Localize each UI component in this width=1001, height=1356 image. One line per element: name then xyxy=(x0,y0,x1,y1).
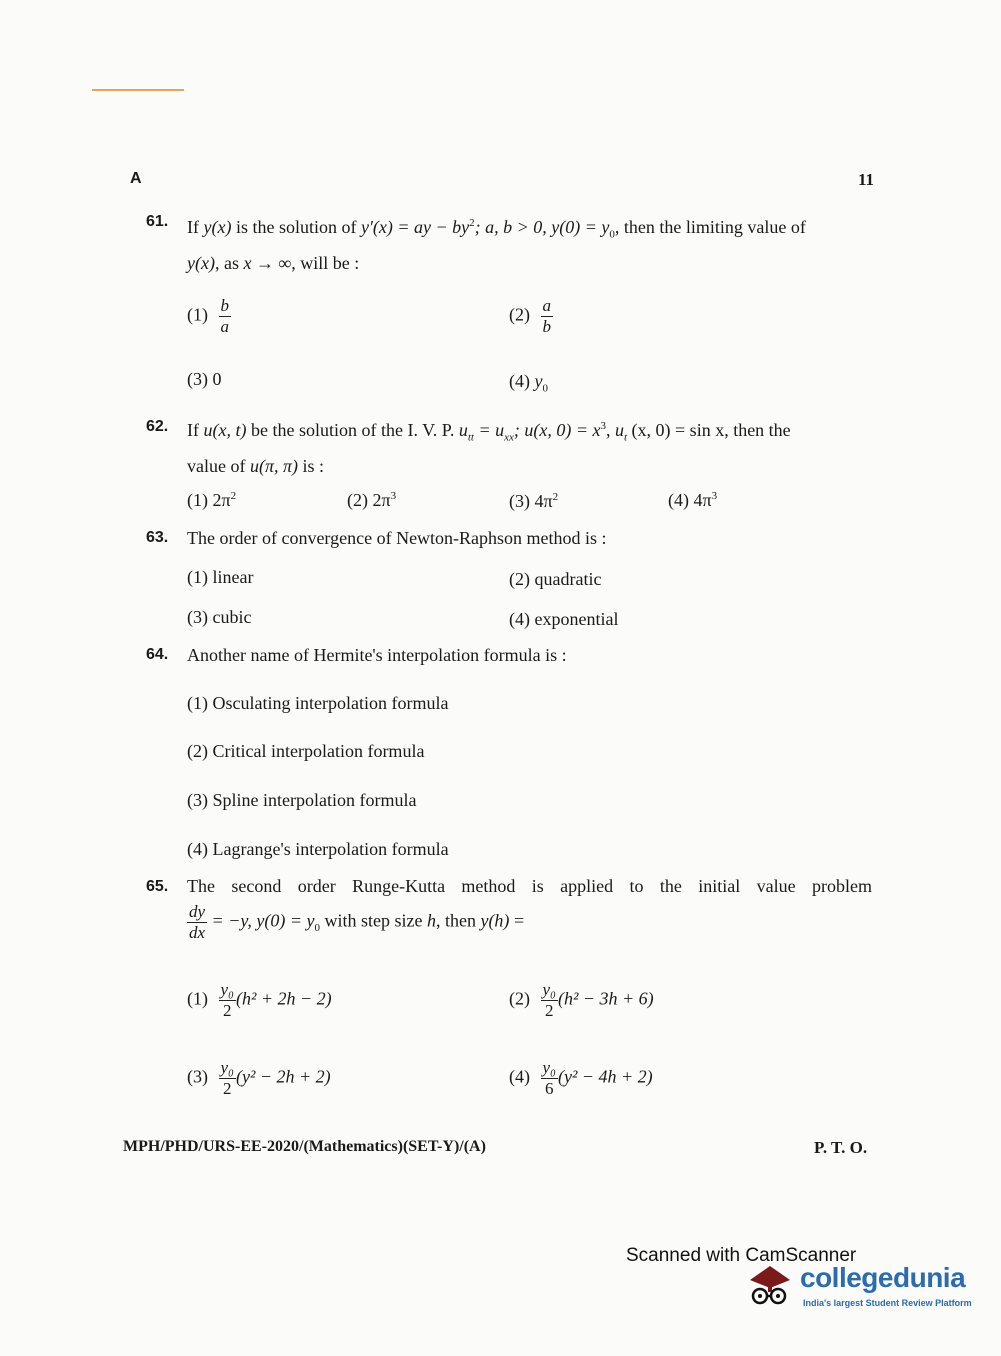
option-1: (1) $\frac{b}{a}$ xyxy=(187,296,229,336)
option-4: (4) exponential xyxy=(509,609,619,629)
option-3: (3) Spline interpolation formula xyxy=(187,790,417,810)
pto-label: P. T. O. xyxy=(814,1138,868,1157)
option-2: (2) Critical interpolation formula xyxy=(187,741,425,761)
question-number: 61. xyxy=(146,213,169,230)
option-4: (4) Lagrange's interpolation formula xyxy=(187,839,449,859)
option-4: (4) $4\pi^3$ xyxy=(668,490,718,510)
set-label: A xyxy=(130,170,142,187)
option-1: (1) $\frac{\text{y₀}}{2}$ (h² + 2h − 2) xyxy=(187,980,332,1020)
collegedunia-logo: collegedunia xyxy=(800,1262,966,1293)
collegedunia-mascot-icon xyxy=(744,1258,796,1308)
page-number: 11 xyxy=(858,170,875,189)
question-number: 65. xyxy=(146,878,169,895)
option-4: (4) $y_0$ xyxy=(509,371,548,395)
option-3: (3) $\frac{\text{y₀}}{2}$ (y² − 2h + 2) xyxy=(187,1058,331,1098)
question-text: The second order Runge-Kutta method is applied to the initial value problem xyxy=(187,876,872,896)
question-number: 63. xyxy=(146,529,169,546)
question-text: If u(x, t) be the solution of the I. V. P. $u_{tt} = u_{xx}$; u(x, $0) = x^3$, $u_t$ (x, 0) = sin x, then the value of u(π, π) is : xyxy=(187,420,791,476)
question-text: The order of convergence of Newton-Raphson method is : xyxy=(187,528,607,548)
ivp-equation: $\frac{dy}{dx}$ = −y, $y(0) = y_0$ with step size h, then y(h) = xyxy=(189,902,525,942)
collegedunia-tagline: India's largest Student Review Platform xyxy=(803,1298,972,1308)
option-2: (2) $2\pi^3$ xyxy=(347,490,397,510)
question-number: 64. xyxy=(146,646,169,663)
pen-mark xyxy=(92,89,184,91)
option-2: (2) quadratic xyxy=(509,569,602,589)
option-1: (1) Osculating interpolation formula xyxy=(187,693,449,713)
option-3: (3) 0 xyxy=(187,369,222,389)
option-3: (3) cubic xyxy=(187,607,252,627)
option-4: (4) $\frac{\text{y₀}}{6}$ (y² − 4h + 2) xyxy=(509,1058,653,1098)
option-1: (1) linear xyxy=(187,567,254,587)
question-number: 62. xyxy=(146,418,169,435)
question-text: If y(x) is the solution of y′(x) = ay − $by^2$; a, b > 0, $y(0) = y_0$, then the limiting value of y(x), as x → ∞, will be : xyxy=(187,217,806,273)
camscanner-text: Scanned with CamScanner xyxy=(626,1245,857,1266)
option-2: (2) $\frac{\text{y₀}}{2}$ (h² − 3h + 6) xyxy=(509,980,654,1020)
paper-code: MPH/PHD/URS-EE-2020/(Mathematics)(SET-Y)/(A) xyxy=(123,1138,486,1155)
option-2: (2) $\frac{a}{b}$ xyxy=(509,296,551,336)
option-1: (1) $2\pi^2$ xyxy=(187,490,237,510)
question-text: Another name of Hermite's interpolation formula is : xyxy=(187,645,567,665)
option-3: (3) $4\pi^2$ xyxy=(509,491,559,511)
